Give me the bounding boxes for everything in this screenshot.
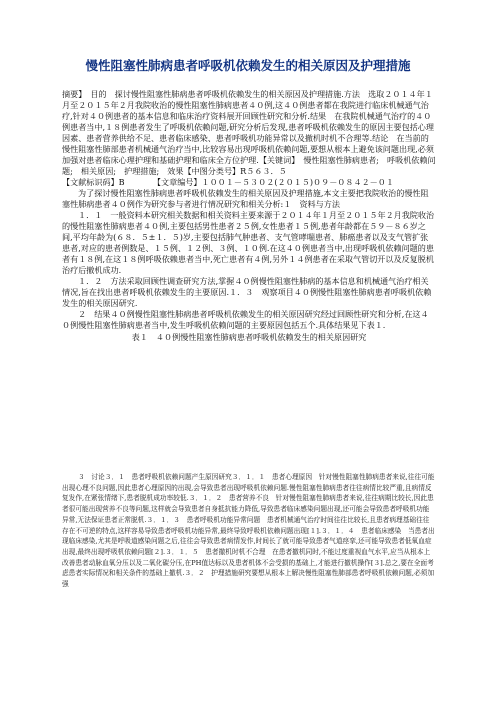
section-1-1-paragraph: １．１ 一般资料本研究相关数据和相关资料主要来源于２０１４年１月至２０１５年２月我院收治的慢性阻塞性肺病患者４０例,主要包括男性患者２５例,女性患者１５例,患者年龄都在５９－８６岁之间,平均年龄为(６８．５±１．５)岁,主要包括肺气肿患者、支气管哮喘患者、肺癌患者以及支气管扩张患者,对应的患者例数是、１５例、１２例、３例、１０例.在这４０例患者当中,出现呼吸机依赖问题的患者有１８例,在这１８例呼吸依赖患者当中,死亡患者有４例,另外１４例患者在采取气管切开以及反复脱机治疗后撤机成功. xyxy=(62,210,435,275)
discussion-paragraph: ３ 讨论３．１ 患者呼吸机依赖问题产生原因研究３．１．１ 患者心理原因 针对慢性阻塞性肺病患者来说,往往可能出现心理不良问题,因此患者心理原因的出现,会导致患者出现呼吸机依赖问题.慢性阻塞性肺病患者往往病情比较严重,且病情反复发作,在紧张情绪下,患者脱机成功率较低.３．１．２ 患者营养不良 针对慢性阻塞性肺病患者来说,往往病期比较长,因此患者很可能出现营养不良等问题,这样就会导致患者自身抵抗能力降低,导致患者临床感染问题出现,还可能会导致患者呼吸机功能异常,无法保证患者正常脱机.３．１．３ 患者呼吸机功能异常问题 患者机械通气治疗时间往往比较长,且患者病理基础往往存在不可逆的特点,这样容易导致患者呼吸机功能异常,最终导致呼吸机依赖问题出现[１].３．１．４ 患者临床感染 当患者出现临床感染,尤其是呼吸道感染问题之后,往往会导致患者病情发作,时间长了就可能导致患者气道痉挛,还可能导致患者低氧血症出现,最终出现呼吸机依赖问题[２].３．１．５ 患者撤机时机不合理 在患者撤机同时,不能过度重视血气水平,应当从根本上改善患者动脉血氧分压以及二氧化碳分压,在PH值达标以及患者机体不会受损的基础上,才能进行撤机操作[３].总之,要在全面考虑患者实际情况和相关条件的基础上撤机.３．２ 护理措施研究要想从根本上解决慢性阻塞性肺部患者呼吸机依赖问题,必须加强 xyxy=(62,473,435,589)
page-title: 慢性阻塞性肺病患者呼吸机依赖发生的相关原因及护理措施 xyxy=(85,58,411,73)
table-caption: 表１ ４０例慢性阻塞性肺病患者呼吸机依赖发生的相关原因研究 xyxy=(131,332,367,342)
article-discussion xyxy=(62,472,436,590)
section-1-2-paragraph: １．２ 方法采取回顾性调查研究方法,掌握４０例慢性阻塞性肺病的基本信息和机械通气治疗相关情况,旨在找出患者呼吸机依赖发生的主要原因.１．３ 观察项目４０例慢性阻塞性肺病患者呼吸机依赖发生的相关原因研究. xyxy=(62,276,432,308)
intro-paragraph: 为了探讨慢性阻塞性肺病患者呼吸机依赖发生的相关原因及护理措施,本文主要把我院收治的慢性阻塞性肺病患者４０例作为研究参与者进行情况研究和相关分析:１ 资料与方法 xyxy=(62,188,429,209)
abstract-paragraph: 摘要】 目的 探讨慢性阻塞性肺病患者呼吸机依赖发生的相关原因及护理措施.方法 选取２０１４年１月至２０１５年２月我院收治的慢性阻塞性肺病患者４０例,这４０例患者都在我院进行临床机械通气治疗,针对４０例患者的基本信息和临床治疗资料展开回顾性研究和分析.结果 在我院机械通气治疗的４０例患者当中,１８例患者发生了呼吸机依赖问题,研究分析后发现,患者呼吸机依赖发生的原因主要包括心理因素、患者营养供给不足、患者临床感染、患者呼吸机功能异常以及撤机时机不合理等.结论 在当前的慢性阻塞性肺部患者机械通气治疗当中,比较容易出现呼吸机依赖问题,要想从根本上避免该问题出现,必须加强对患者临床心理护理和基础护理和临床全方位护理.【关键词】 慢性阻塞性肺病患者; 呼吸机依赖问题; 相关原因; 护理措施; 效果【中图分类号】R５６３．５ xyxy=(62,89,436,176)
article-main-body xyxy=(62,89,436,343)
classification-line: 【文献标识码】B 【文章编号】１００１－５３０２(２０１５)０９－０８４２－０１ xyxy=(62,177,394,187)
section-2-paragraph: ２ 结果４０例慢性阻塞性肺病患者呼吸机依赖发生的相关原因研究经过回顾性研究和分析,在这４０例慢性阻塞性肺病患者当中,发生呼吸机依赖问题的主要原因包括五个.具体结果见下表１. xyxy=(62,309,429,330)
